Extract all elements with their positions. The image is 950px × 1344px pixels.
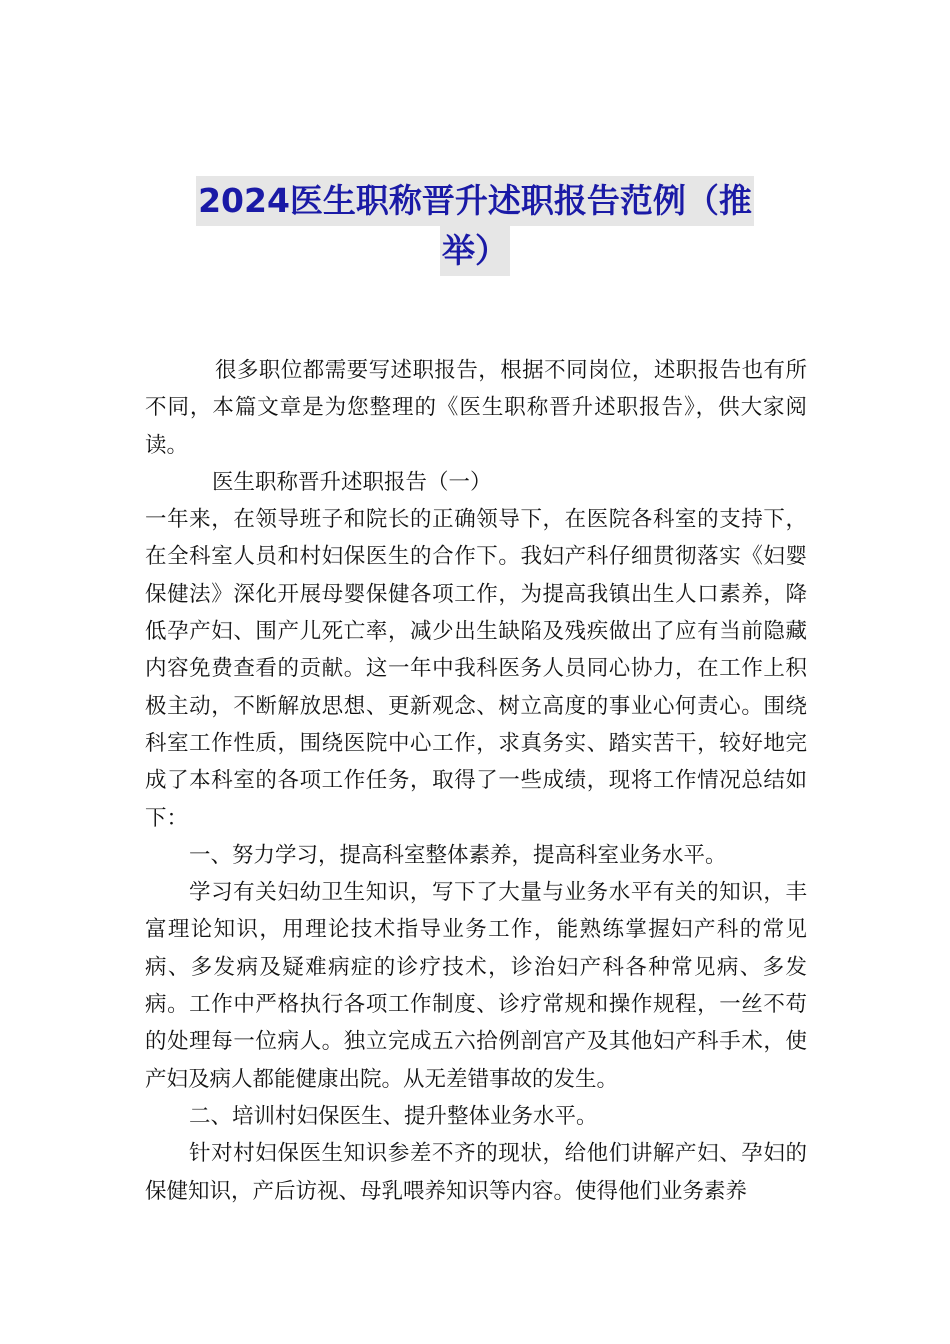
title-line-2: 举） [440, 226, 510, 276]
document-title [150, 176, 800, 276]
title-line-1: 2024医生职称晋升述职报告范例（推 [196, 176, 754, 226]
body-paragraph-1: 一年来，在领导班子和院长的正确领导下，在医院各科室的支持下，在全科室人员和村妇保医生的合作下。我妇产科仔细贯彻落实《妇婴保健法》深化开展母婴保健各项工作，为提高我镇出生人口素养，降低孕产妇、围产儿死亡率，减少出生缺陷及残疾做出了应有当前隐藏内容免费查看的贡献。这一年中我科医务人员同心协力，在工作上积极主动，不断解放思想、更新观念、树立高度的事业心何责心。围绕科室工作性质，围绕医院中心工作，求真务实、踏实苦干，较好地完成了本科室的各项工作任务，取得了一些成绩，现将工作情况总结如下： [145, 507, 807, 831]
section-heading-2: 二、培训村妇保医生、提升整体业务水平。 [189, 1103, 598, 1129]
section-subtitle: 医生职称晋升述职报告（一） [212, 469, 492, 495]
intro-paragraph: 很多职位都需要写述职报告，根据不同岗位，述职报告也有所不同，本篇文章是为您整理的《医生职称晋升述职报告》，供大家阅读。 [145, 358, 807, 458]
body-paragraph-2: 学习有关妇幼卫生知识，写下了大量与业务水平有关的知识，丰富理论知识，用理论技术指导业务工作，能熟练掌握妇产科的常见病、多发病及疑难病症的诊疗技术，诊治妇产科各种常见病、多发病。工作中严格执行各项工作制度、诊疗常规和操作规程，一丝不苟的处理每一位病人。独立完成五六拾例剖宫产及其他妇产科手术，使产妇及病人都能健康出院。从无差错事故的发生。 [145, 880, 807, 1092]
body-paragraph-3: 针对村妇保医生知识参差不齐的现状，给他们讲解产妇、孕妇的保健知识，产后访视、母乳喂养知识等内容。使得他们业务素养 [145, 1141, 807, 1204]
document-body [145, 352, 807, 1210]
section-heading-1: 一、努力学习，提高科室整体素养，提高科室业务水平。 [189, 842, 727, 868]
